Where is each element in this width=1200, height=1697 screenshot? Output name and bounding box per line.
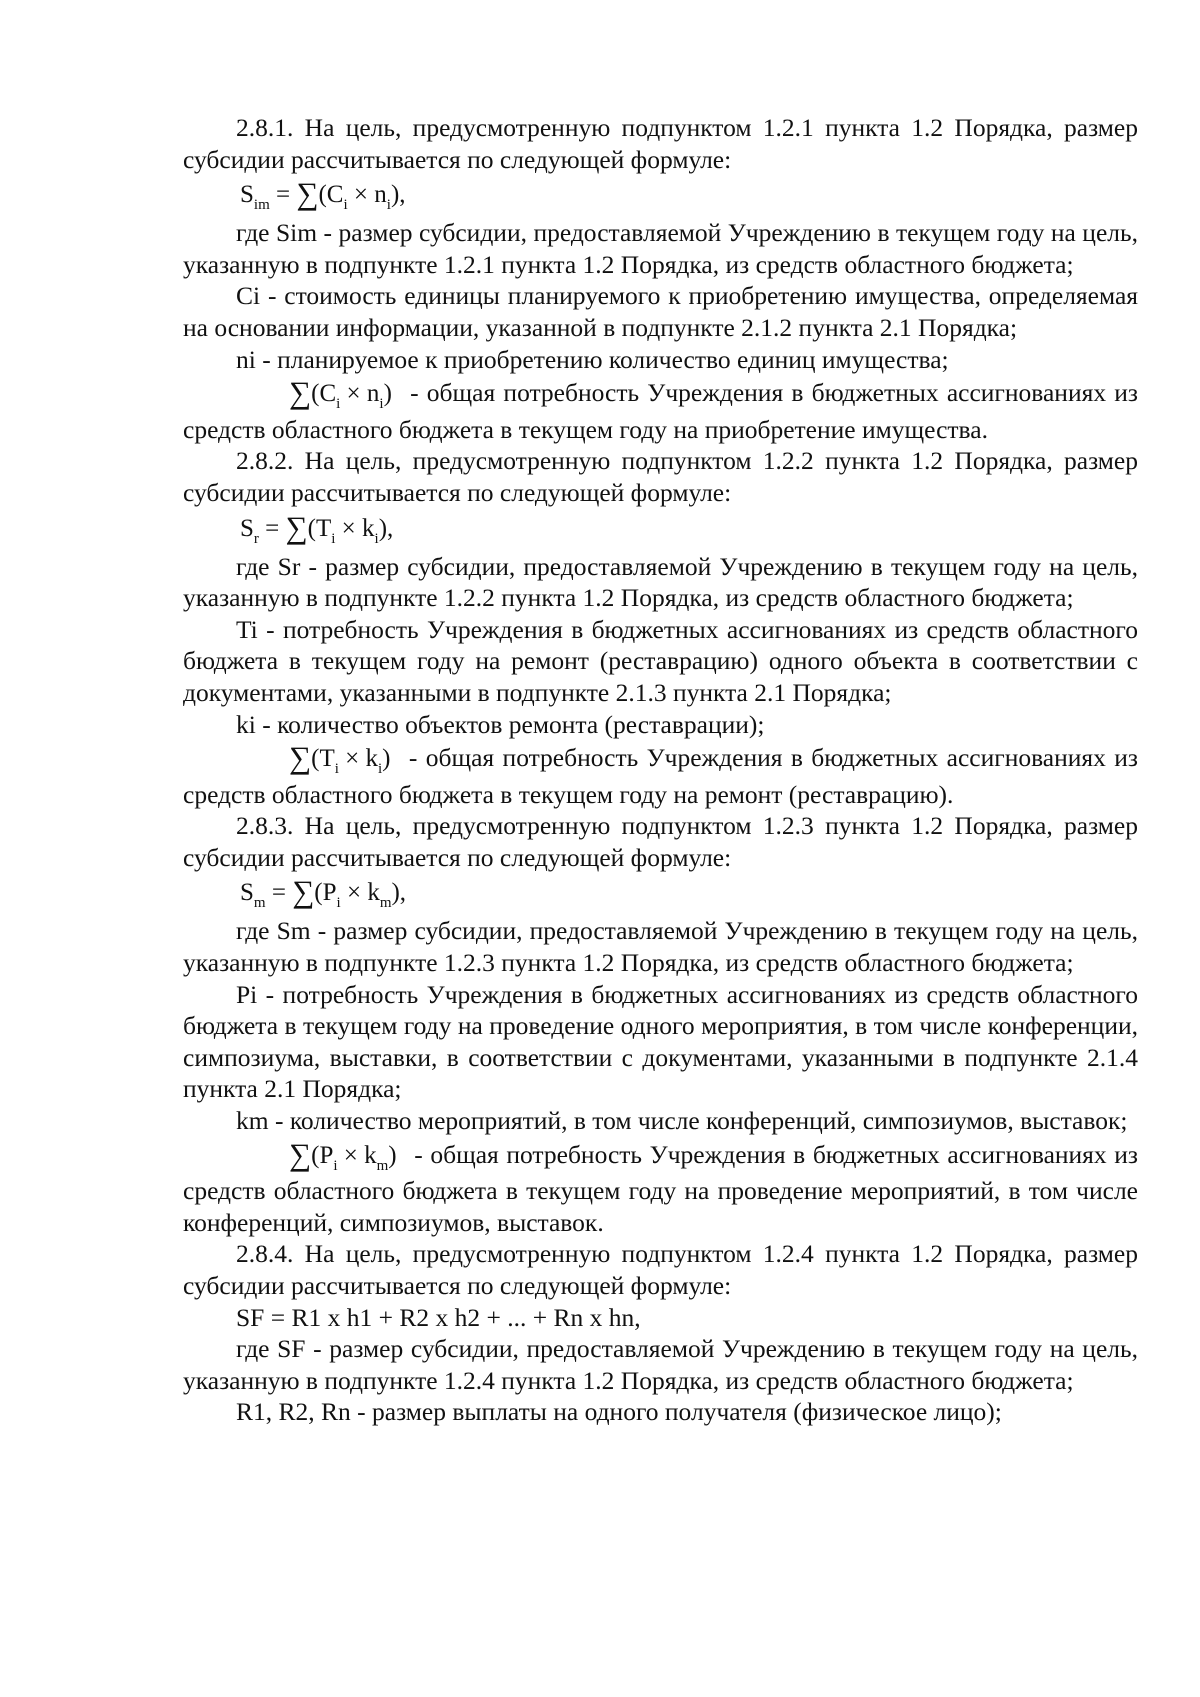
- paragraph-sum-3: $\sum(P_i \times k_m)$ - общая потребность Учреждения в бюджетных ассигнованиях из средств областного бюджета в текущем году на проведение мероприятий, в том числе конференций, симпозиумов, выставок.: [183, 1136, 1138, 1237]
- paragraph-2-8-2-intro: 2.8.2. На цель, предусмотренную подпунктом 1.2.2 пункта 1.2 Порядка, размер субсидии рассчитывается по следующей формуле:: [183, 446, 1138, 507]
- paragraph-ci-definition: Ci - стоимость единицы планируемого к приобретению имущества, определяемая на основании информации, указанной в подпункте 2.1.2 пункта 2.1 Порядка;: [183, 281, 1138, 342]
- formula-sm: $S_m = \sum(P_i \times k_m)$,: [240, 874, 407, 912]
- formula-sr: $S_r = \sum(T_i \times k_i)$,: [240, 509, 394, 547]
- paragraph-2-8-3-intro: 2.8.3. На цель, предусмотренную подпунктом 1.2.3 пункта 1.2 Порядка, размер субсидии рассчитывается по следующей формуле:: [183, 811, 1138, 872]
- paragraph-2-8-2-where: где Sr - размер субсидии, предоставляемой Учреждению в текущем году на цель, указанную в подпункте 1.2.2 пункта 1.2 Порядка, из средств областного бюджета;: [183, 551, 1138, 613]
- paragraph-r-definition: R1, R2, Rn - размер выплаты на одного получателя (физическое лицо);: [236, 1397, 1002, 1427]
- formula-sum-pk: $\sum(P_i \times k_m)$: [289, 1136, 397, 1174]
- paragraph-2-8-4-intro: 2.8.4. На цель, предусмотренную подпунктом 1.2.4 пункта 1.2 Порядка, размер субсидии рассчитывается по следующей формуле:: [183, 1239, 1138, 1300]
- paragraph-km-definition: km - количество мероприятий, в том числе конференций, симпозиумов, выставок;: [236, 1106, 1128, 1136]
- paragraph-sum-1: $\sum(C_i \times n_i)$ - общая потребность Учреждения в бюджетных ассигнованиях из средств областного бюджета в текущем году на приобретение имущества.: [183, 375, 1138, 444]
- paragraph-2-8-1-intro: 2.8.1. На цель, предусмотренную подпунктом 1.2.1 пункта 1.2 Порядка, размер субсидии рассчитывается по следующей формуле:: [183, 113, 1138, 174]
- formula-sum-tk: $\sum(T_i \times k_i)$: [289, 740, 391, 778]
- paragraph-2-8-1-where: где Sim - размер субсидии, предоставляемой Учреждению в текущем году на цель, указанную в подпункте 1.2.1 пункта 1.2 Порядка, из средств областного бюджета;: [183, 218, 1138, 279]
- paragraph-ki-definition: ki - количество объектов ремонта (реставрации);: [236, 709, 765, 739]
- paragraph-pi-definition: Pi - потребность Учреждения в бюджетных ассигнованиях из средств областного бюджета в текущем году на проведение одного мероприятия, в том числе конференции, симпозиума, выставки, в соответствии с документами, указанными в подпункте 2.1.4 пункта 2.1 Порядка;: [183, 979, 1138, 1104]
- paragraph-ti-definition: Ti - потребность Учреждения в бюджетных ассигнованиях из средств областного бюджета в текущем году на ремонт (реставрацию) одного объекта в соответствии с документами, указанными в подпункте 2.1.3 пункта 2.1 Порядка;: [183, 614, 1138, 707]
- paragraph-2-8-3-where: где Sm - размер субсидии, предоставляемой Учреждению в текущем году на цель, указанную в подпункте 1.2.3 пункта 1.2 Порядка, из средств областного бюджета;: [183, 916, 1138, 978]
- formula-sf: SF = R1 x h1 + R2 x h2 + ... + Rn x hn,: [236, 1302, 641, 1332]
- formula-sim: $S_{im} = \sum(C_i \times n_i)$,: [240, 176, 406, 214]
- paragraph-ni-definition: ni - планируемое к приобретению количество единиц имущества;: [236, 344, 949, 374]
- formula-sum-cn: $\sum(C_i \times n_i)$: [289, 375, 392, 413]
- paragraph-2-8-4-where: где SF - размер субсидии, предоставляемой Учреждению в текущем году на цель, указанную в подпункте 1.2.4 пункта 1.2 Порядка, из средств областного бюджета;: [183, 1334, 1138, 1395]
- paragraph-sum-2: $\sum(T_i \times k_i)$ - общая потребность Учреждения в бюджетных ассигнованиях из средств областного бюджета в текущем году на ремонт (реставрацию).: [183, 740, 1138, 809]
